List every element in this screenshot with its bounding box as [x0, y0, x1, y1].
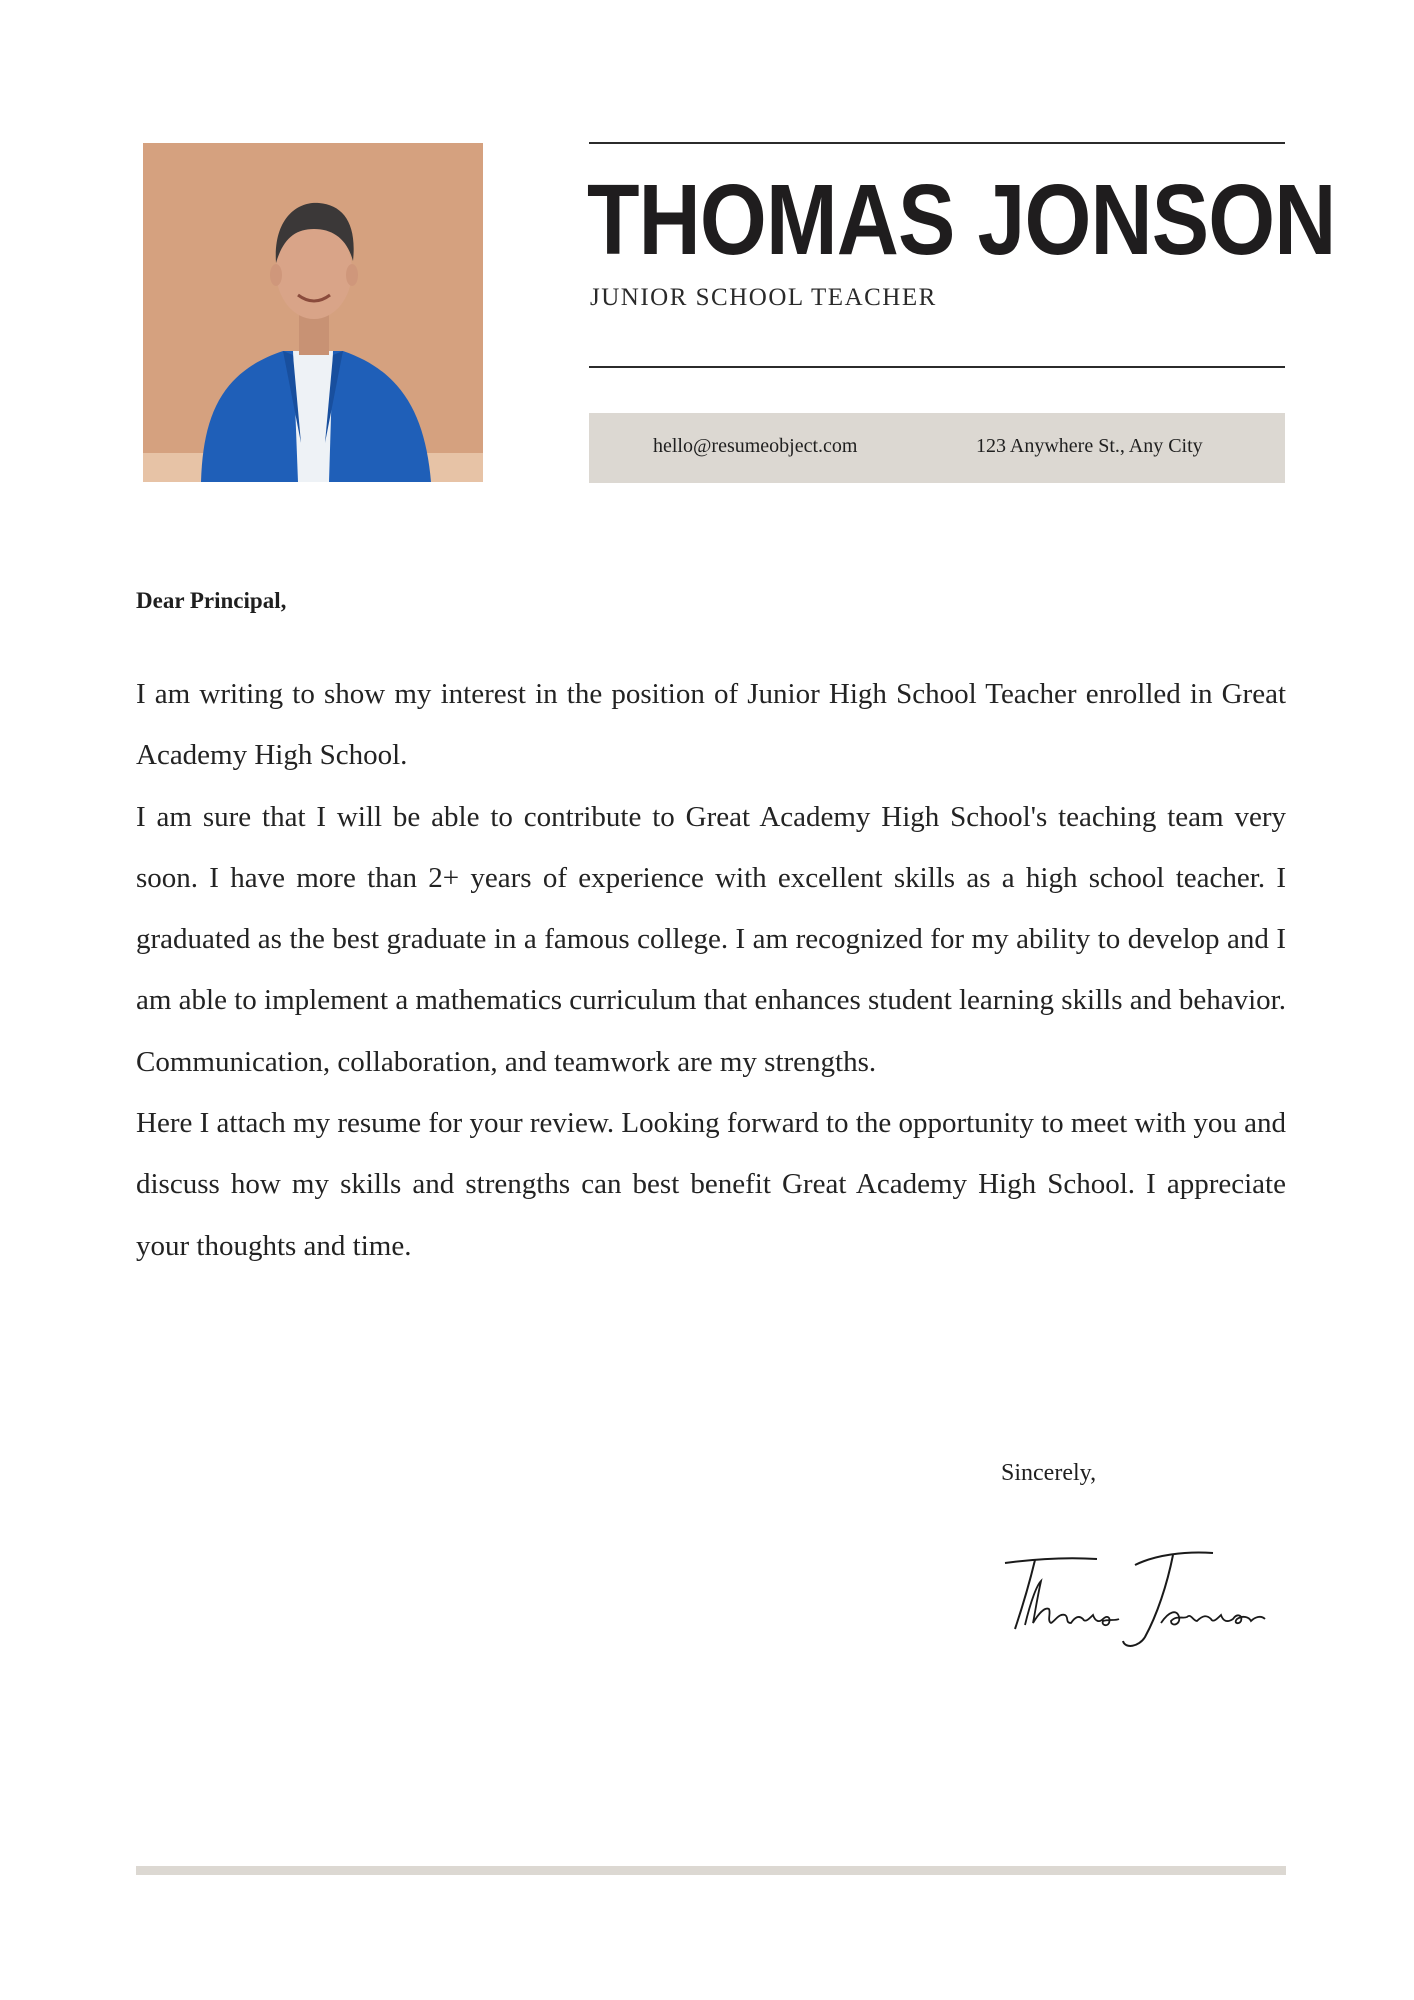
applicant-title: JUNIOR SCHOOL TEACHER: [590, 284, 937, 311]
contact-bar: [589, 413, 1285, 483]
letter-paragraph: Here I attach my resume for your review. Looking forward to the opportunity to meet with you and discuss how my skills and strengths can best benefit Great Academy High School. I appreciate your thoughts and time.: [136, 1107, 1286, 1262]
letter-body: [136, 664, 1286, 1277]
applicant-name: THOMAS JONSON: [587, 164, 1336, 276]
letter-closing: Sincerely,: [1001, 1460, 1097, 1486]
letter-greeting: Dear Principal,: [136, 588, 287, 613]
header-bottom-rule: [589, 366, 1285, 368]
address-text: 123 Anywhere St., Any City: [976, 435, 1203, 457]
profile-photo: [143, 143, 483, 482]
letter-paragraph: I am sure that I will be able to contribute to Great Academy High School's teaching team very soon. I have more than 2+ years of experience with excellent skills as a high school teacher. I graduated as the best graduate in a famous college. I am recognized for my ability to develop and I am able to implement a mathematics curriculum that enhances student learning skills and behavior. Communication, collaboration, and teamwork are my strengths.: [136, 800, 1286, 1078]
email-text: hello@resumeobject.com: [653, 435, 858, 457]
letter-paragraph: I am writing to show my interest in the position of Junior High School Teacher enrolled in Great Academy High School.: [136, 678, 1286, 772]
signature-image: [985, 1545, 1275, 1655]
portrait-image: [143, 143, 483, 482]
header-top-rule: [589, 142, 1285, 144]
footer-bar: [136, 1866, 1286, 1875]
